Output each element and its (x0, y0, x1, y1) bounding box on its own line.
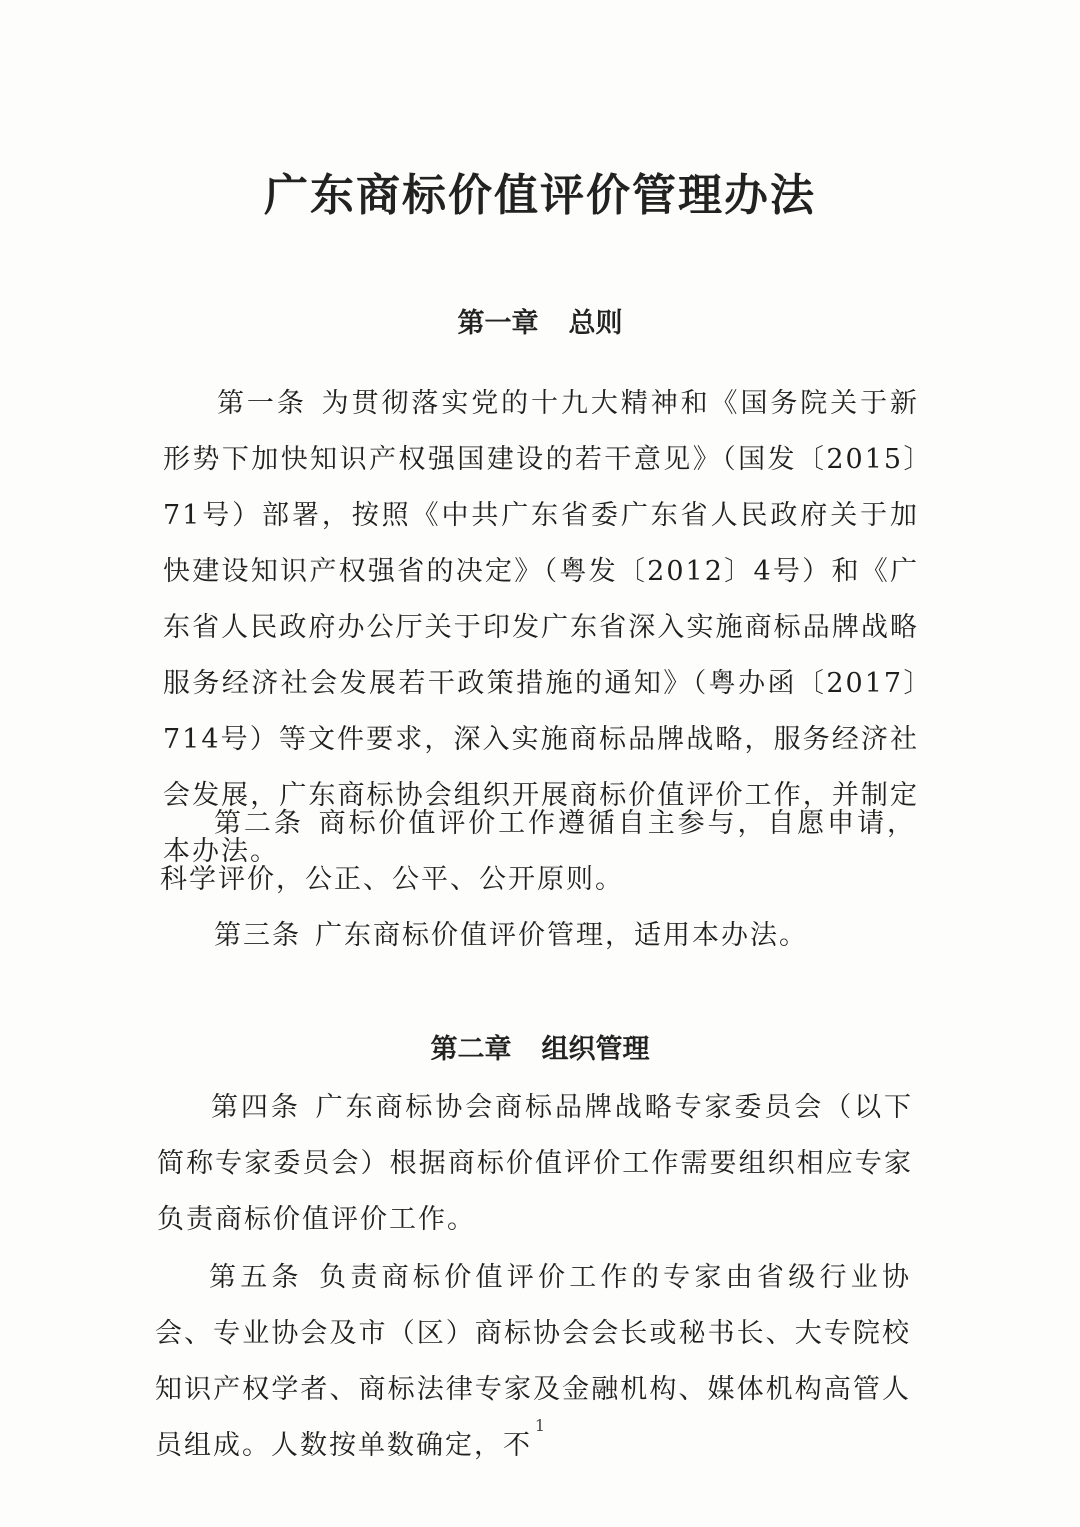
chapter-heading-1 (0, 306, 1080, 342)
article-5 (155, 1250, 911, 1474)
article-text: 广东商标价值评价管理，适用本办法。 (315, 920, 808, 951)
article-label: 第四条 (211, 1092, 301, 1123)
article-text: 负责商标价值评价工作的专家由省级行业协会、专业协会及市（区）商标协会会长或秘书长、大专院校知识产权学者、商标法律专家及金融机构、媒体机构高管人员组成。人数按单数确定，不 (155, 1262, 912, 1461)
article-label: 第二条 (214, 808, 304, 839)
chapter-heading-2 (0, 1032, 1080, 1068)
article-2 (160, 796, 916, 908)
article-3 (160, 908, 916, 964)
article-text: 商标价值评价工作遵循自主参与，自愿申请，科学评价，公正、公平、公开原则。 (160, 808, 917, 895)
chapter-number: 第二章 (430, 1034, 512, 1065)
article-label: 第五条 (209, 1262, 303, 1293)
article-text: 为贯彻落实党的十九大精神和《国务院关于新形势下加快知识产权强国建设的若干意见》（国发〔2015〕71号）部署，按照《中共广东省委广东省人民政府关于加快建设知识产权强省的决定》（粤发〔2012〕4号）和《广东省人民政府办公厅关于印发广东省深入实施商标品牌战略服务经济社会发展若干政策措施的通知》（粤办函〔2017〕714号）等文件要求，深入实施商标品牌战略，服务经济社会发展，广东商标协会组织开展商标价值评价工作，并制定本办法。 (163, 388, 920, 867)
chapter-name: 总则 (568, 308, 623, 339)
chapter-name: 组织管理 (541, 1034, 650, 1065)
chapter-number: 第一章 (457, 308, 539, 339)
page-number: 1 (534, 1416, 546, 1435)
article-text: 广东商标协会商标品牌战略专家委员会（以下简称专家委员会）根据商标价值评价工作需要组织相应专家负责商标价值评价工作。 (157, 1092, 914, 1235)
article-label: 第一条 (217, 388, 307, 419)
document-title: 广东商标价值评价管理办法 (264, 170, 816, 221)
article-label: 第三条 (214, 920, 301, 951)
article-4 (157, 1080, 913, 1248)
